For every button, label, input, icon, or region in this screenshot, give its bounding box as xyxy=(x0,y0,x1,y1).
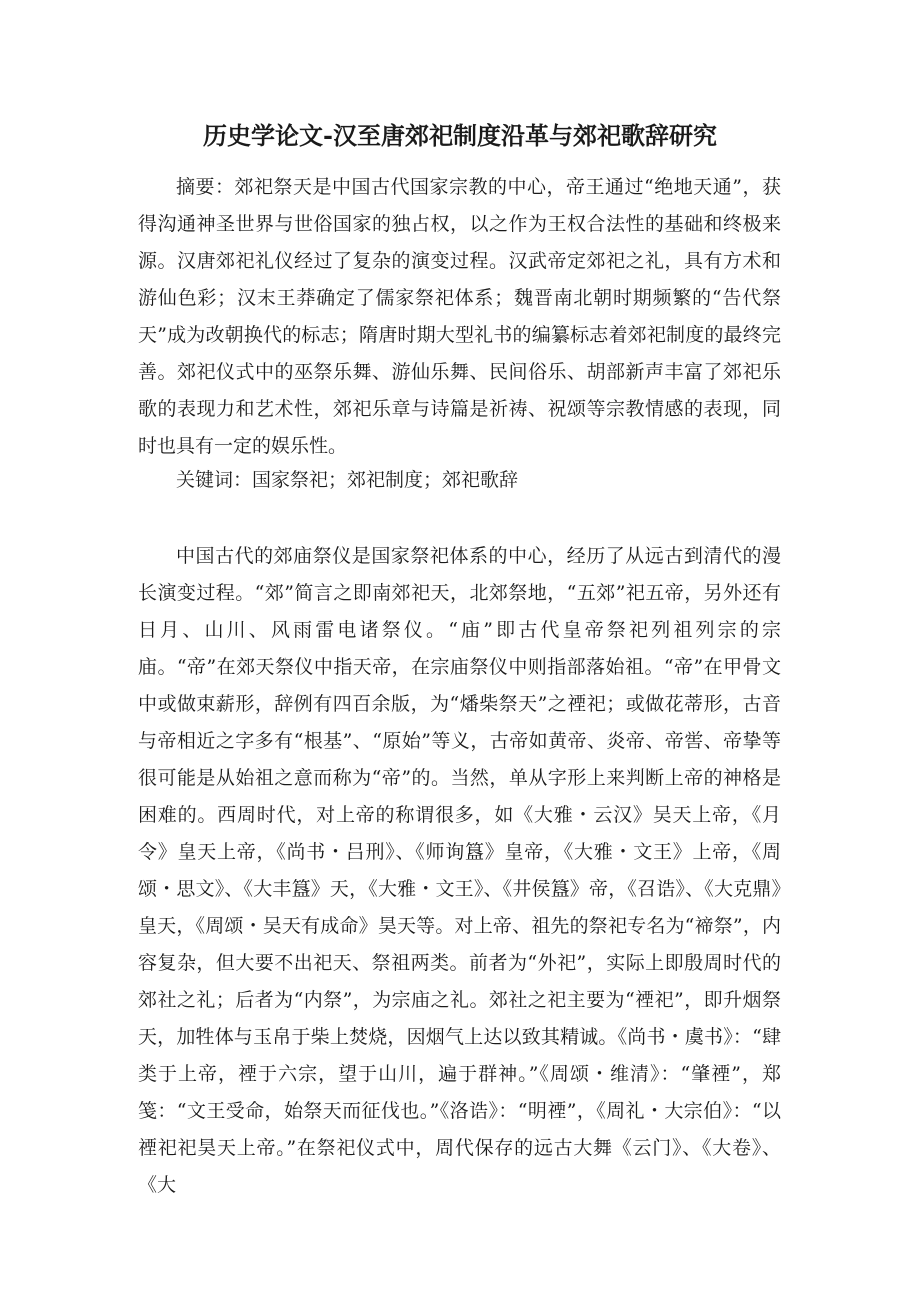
abstract-label: 摘要： xyxy=(176,176,235,198)
abstract-text: 郊祀祭天是中国古代国家宗教的中心，帝王通过“绝地天通”，获得沟通神圣世界与世俗国家的独占权，以之作为王权合法性的基础和终极来源。汉唐郊祀礼仪经过了复杂的演变过程。汉武帝定郊祀之礼，具有方术和游仙色彩；汉末王莽确定了儒家祭祀体系；魏晋南北朝时期频繁的“告代祭天”成为改朝换代的标志；隋唐时期大型礼书的编纂标志着郊祀制度的最终完善。郊祀仪式中的巫祭乐舞、游仙乐舞、民间俗乐、胡部新声丰富了郊祀乐歌的表现力和艺术性，郊祀乐章与诗篇是祈祷、祝颂等宗教情感的表现，同时也具有一定的娱乐性。 xyxy=(138,176,781,457)
body-paragraph: 中国古代的郊庙祭仪是国家祭祀体系的中心，经历了从远古到清代的漫长演变过程。“郊”简言之即南郊祀天，北郊祭地，“五郊”祀五帝，另外还有日月、山川、风雨雷电诸祭仪。“庙”即古代皇帝祭祀列祖列宗的宗庙。“帝”在郊天祭仪中指天帝，在宗庙祭仪中则指部落始祖。“帝”在甲骨文中或做束薪形，辞例有四百余版，为“燔柴祭天”之禋祀；或做花蒂形，古音与帝相近之字多有“根基”、“原始”等义，古帝如黄帝、炎帝、帝喾、帝挚等很可能是从始祖之意而称为“帝”的。当然，单从字形上来判断上帝的神格是困难的。西周时代，对上帝的称谓很多，如《大雅・云汉》吴天上帝，《月令》皇天上帝，《尚书・吕刑》、《师询簋》皇帝，《大雅・文王》上帝，《周颂・思文》、《大丰簋》天，《大雅・文王》、《井侯簋》帝，《召诰》、《大克鼎》皇天，《周颂・吴天有成命》昊天等。对上帝、祖先的祭祀专名为“禘祭”，内容复杂，但大要不出祀天、祭祖两类。前者为“外祀”，实际上即殷周时代的郊社之礼；后者为“内祭”，为宗庙之礼。郊社之祀主要为“禋祀”，即升烟祭天，加牲体与玉帛于柴上焚烧，因烟气上达以致其精诚。《尚书・虞书》：“肆类于上帝，禋于六宗，望于山川，遍于群神。”《周颂・维清》：“肇禋”，郑笺：“文王受命，始祭天而征伐也。”《洛诰》：“明禋”，《周礼・大宗伯》：“以禋祀祀昊天上帝。”在祭祀仪式中，周代保存的远古大舞《云门》、《大卷》、《大 xyxy=(138,545,781,1196)
document-title: 历史学论文-汉至唐郊祀制度沿革与郊祀歌辞研究 xyxy=(203,121,717,150)
abstract-paragraph xyxy=(138,169,781,465)
keywords-label: 关键词： xyxy=(176,469,253,491)
keywords-paragraph xyxy=(138,462,781,499)
keywords-text: 国家祭祀；郊祀制度；郊祀歌辞 xyxy=(252,469,519,491)
